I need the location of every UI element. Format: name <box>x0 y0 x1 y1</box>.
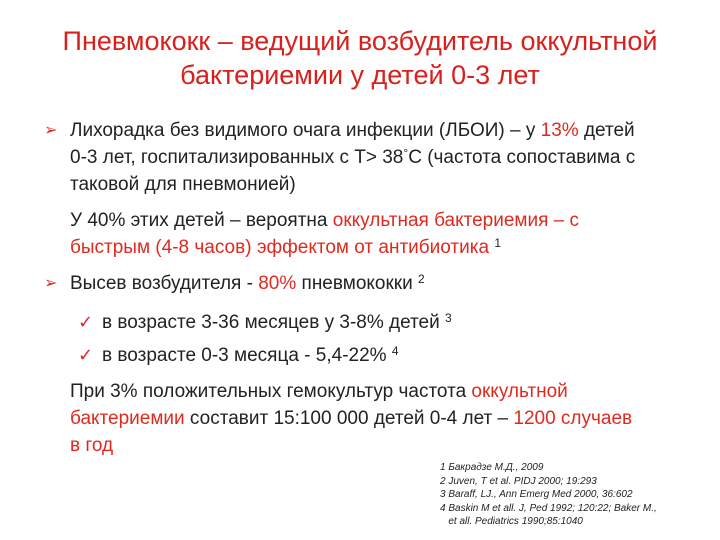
reference-item: 1 Бакрадзе М.Д., 2009 <box>440 462 544 473</box>
title-line-2: бактериемии у детей 0-3 лет <box>180 60 540 90</box>
bacteremia-paragraph: У 40% этих детей – вероятна оккультная бактериемия – с быстрым (4-8 часов) эффектом от антибиотика $^1$ <box>70 210 580 258</box>
reference-item: 2 Juven, T et al. PIDJ 2000; 19:293 <box>440 475 597 487</box>
check-icon: ✓ <box>78 312 94 332</box>
bullet-culture-text: Высев возбудителя - 80% пневмококки $^2$ <box>70 272 425 294</box>
reference-item: et all. Pediatrics 1990;85:1040 <box>440 516 583 527</box>
reference-item: 4 Baskin M et all. J, Ped 1992; 120:22; Baker M., <box>440 502 657 514</box>
bullet-fever-text: Лихорадка без видимого очага инфекции (ЛБОИ) – у 13% детей 0-3 лет, госпитализированных с Т> 38°С (частота сопоставима с таковой для пневмонией) <box>70 120 636 195</box>
arrow-bullet-icon: ➢ <box>44 122 58 139</box>
check-icon: ✓ <box>78 345 94 365</box>
arrow-bullet-icon: ➢ <box>44 275 58 292</box>
title-line-1: Пневмококк – ведущий возбудитель оккультной <box>62 26 658 56</box>
reference-item: 3 Baraff, LJ., Ann Emerg Med 2000, 36:602 <box>440 489 633 500</box>
references <box>440 461 710 529</box>
slide-title <box>20 24 700 92</box>
incidence-paragraph: При 3% положительных гемокультур частота оккультной бактериемии составит 15:100 000 детей 0-4 лет – 1200 случаев в год <box>70 381 633 456</box>
sub-item-3-36-months: в возрасте 3-36 месяцев у 3-8% детей $^3$ <box>102 311 452 333</box>
sub-item-0-3-months: в возрасте 0-3 месяца - 5,4-22% $^4$ <box>102 344 399 366</box>
